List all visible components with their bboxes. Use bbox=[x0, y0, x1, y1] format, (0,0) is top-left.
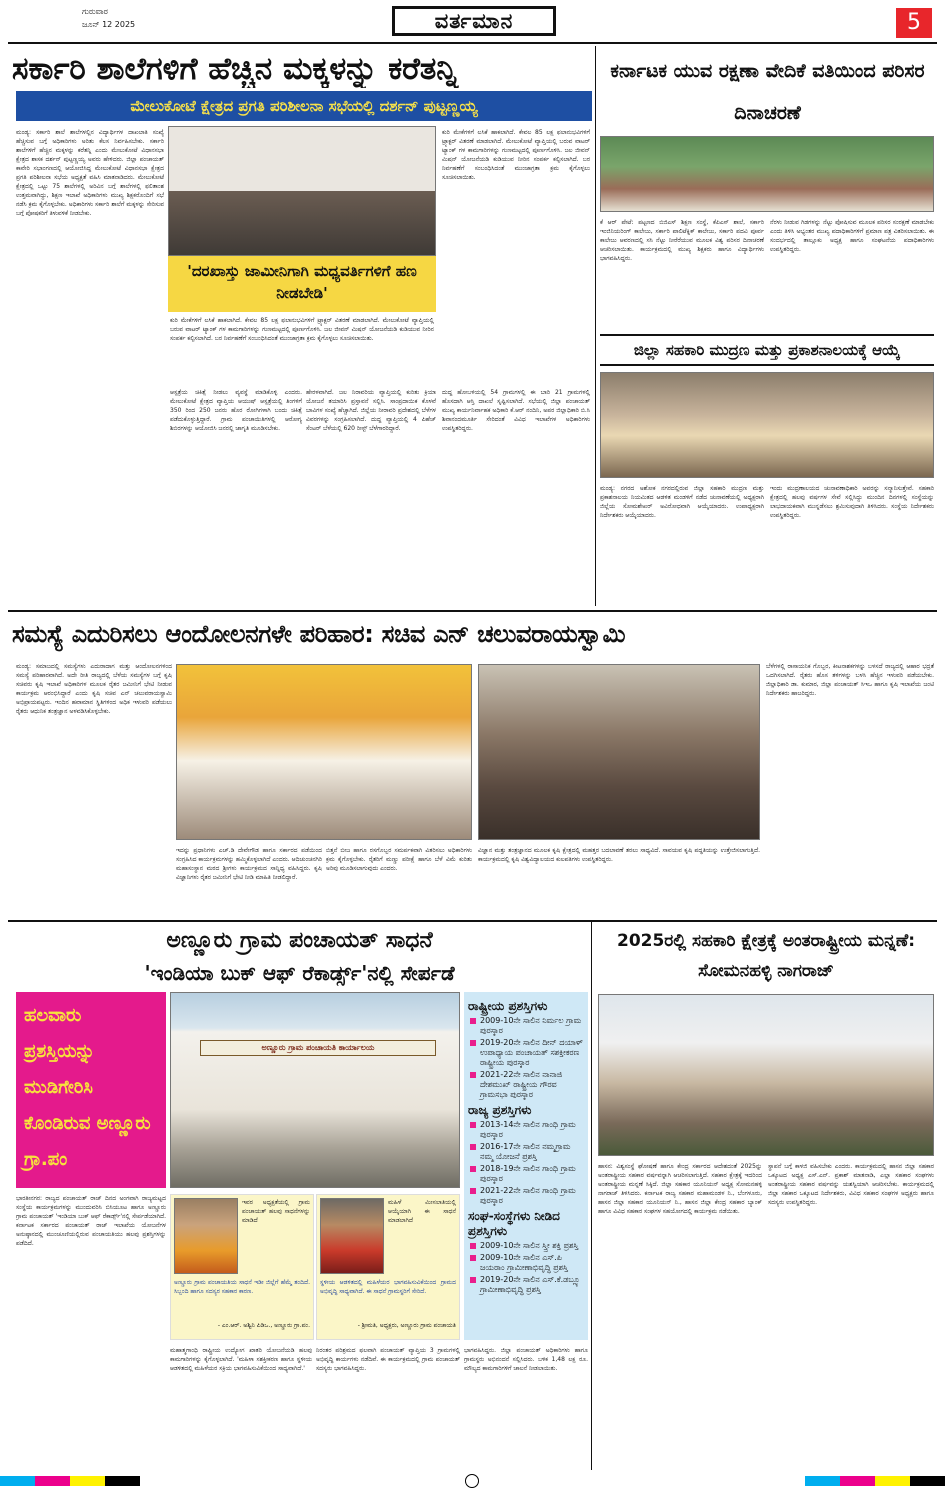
article5-col4: ಭಾಗವಹಿಸಿದ್ದರು. ಜಿಲ್ಲಾ ಪಂಚಾಯತ್ ಅಧಿಕಾರಿಗಳು ಹಾಗೂ ಗ್ರಾಮಸ್ಥರು ಅಭಿನಂದನೆ ಸಲ್ಲಿಸಿದರು. ಬಳಿಕ 1,48 ಲಕ್ಷ ರೂ. ಮೌಲ್ಯದ ಕಾಮಗಾರಿಗಳಿಗೆ ಚಾಲನೆ ನೀಡಲಾಯಿತು. bbox=[464, 1347, 588, 1372]
article4-audience-photo bbox=[478, 664, 760, 840]
portrait1-name: - ಎಂ.ಆರ್. ಅಶ್ವಿನಿ ಪಿಡಿಒ., ಅಣ್ಣೂರು ಗ್ರಾ.ಪಂ. bbox=[217, 1322, 310, 1329]
masthead-divider bbox=[8, 42, 937, 44]
article3-headline: ಜಿಲ್ಲಾ ಸಹಕಾರಿ ಮುದ್ರಣ ಮತ್ತು ಪ್ರಕಾಶನಾಲಯಕ್ಕೆ ಆಯ್ಕೆ bbox=[633, 341, 901, 359]
article1-col2: ಕುರಿ ಮೇಕೆಗಳಿಗೆ ಲಸಿಕೆ ಹಾಕಲಾಗಿದೆ. ಕೇವಲ 85 ಲಕ್ಷ ಫಲಾನುಭವಿಗಳಿಗೆ ಟ್ರ್ಯಾಕ್ಟರ್ ವಿತರಣೆ ಮಾಡಲಾಗಿದೆ. ಮೇಲುಕೋಟೆ ವ್ಯಾಪ್ತಿಯಲ್ಲಿ ಬರುವ ವಾಟರ್ ಟ್ಯಾಂಕ್ ಗಳ ಕಾಮಗಾರಿಗಳನ್ನು ಗುಣಮಟ್ಟದಲ್ಲಿ ಪೂರ್ಣಗೊಳಿಸಿ. ಜಲ ಜೀವನ್ ಮಿಷನ್ ಯೋಜನೆಯಡಿ ಕುಡಿಯುವ ನೀರಿನ ಸಂಪರ್ಕ ಕಲ್ಪಿಸಲಾಗಿದೆ. ಬರ ನಿರ್ವಹಣೆಗೆ ಸಂಬಂಧಿಸಿದಂತೆ ಮುಂಜಾಗ್ರತಾ ಕ್ರಮ ಕೈಗೊಳ್ಳಲು ಸೂಚಿಸಲಾಯಿತು. bbox=[442, 129, 590, 181]
article5-headline-line1: ಅಣ್ಣೂರು ಗ್ರಾಮ ಪಂಚಾಯತ್ ಸಾಧನೆ bbox=[166, 928, 433, 953]
article1-meeting-photo bbox=[168, 126, 436, 256]
article5-col2: ಮಹಾತ್ಮಗಾಂಧಿ ರಾಷ್ಟ್ರೀಯ ಉದ್ಯೋಗ ಖಾತರಿ ಯೋಜನೆಯಡಿ ಹಲವು ಕಾಮಗಾರಿಗಳನ್ನು ಕೈಗೊಳ್ಳಲಾಗಿದೆ. 'ಮಹಿಳಾ ಸಶಕ್ತೀಕರಣ ಹಾಗೂ ಸ್ಥಳೀಯ ಆಡಳಿತದಲ್ಲಿ ಮಹಿಳೆಯರ ಸಕ್ರಿಯ ಭಾಗವಹಿಸುವಿಕೆಯಿಂದ ಸಾಧ್ಯವಾಗಿದೆ.' bbox=[170, 1347, 312, 1372]
masthead-title: ವರ್ತಮಾನ bbox=[392, 6, 556, 36]
state-awards-list bbox=[468, 1120, 584, 1206]
article3-felicitation-photo bbox=[600, 372, 934, 478]
article3-col2: ಇಂದು ಮುದ್ರಣಾಲಯದ ಚುನಾವಣಾಧಿಕಾರಿ ಅವರನ್ನು ಸನ್ಮಾನಿಸುತ್ತೇವೆ. ಸಹಕಾರಿ ಕ್ಷೇತ್ರದಲ್ಲಿ ಹಲವು ವರ್ಷಗಳ ಸೇವೆ ಸಲ್ಲಿಸಿದ್ದು ಮುಂದಿನ ದಿನಗಳಲ್ಲಿ ಸಂಸ್ಥೆಯನ್ನು ಲಾಭದಾಯಕವಾಗಿ ಮುನ್ನಡೆಸಲು ಶ್ರಮಿಸುವುದಾಗಿ ತಿಳಿಸಿದರು. ಸಂಸ್ಥೆಯ ನಿರ್ದೇಶಕರು ಉಪಸ್ಥಿತರಿದ್ದರು. bbox=[770, 485, 934, 519]
article5-building-photo bbox=[170, 992, 460, 1188]
article5-col1: ಭಾರತೀನಗರ: ರಾಜ್ಯದ ಪಂಚಾಯತ್ ರಾಜ್ ದಿನದ ಅಂಗವಾಗಿ ರಾಜ್ಯಮಟ್ಟದ ಸಂಸ್ಥೆಯ ಕಾರ್ಯಕ್ರಮಗಳನ್ನು ಮುಂದುವರಿಸಿ ಬಿಸಿಯೂಟ ಹಾಗೂ ಅಣ್ಣೂರು ಗ್ರಾಮ ಪಂಚಾಯತ್ 'ಇಂಡಿಯಾ ಬುಕ್ ಆಫ್ ರೆಕಾರ್ಡ್ಸ್'ನಲ್ಲಿ ಸೇರ್ಪಡೆಯಾಗಿದೆ. ಕರ್ನಾಟಕ ಸರ್ಕಾರದ ಪಂಚಾಯತ್ ರಾಜ್ ಇಲಾಖೆಯ ಯೋಜನೆಗಳ ಅನುಷ್ಠಾನದಲ್ಲಿ ಮುಂಚೂಣಿಯಲ್ಲಿರುವ ಪಂಚಾಯತಿಯು ಹಲವು ಪ್ರಶಸ್ತಿಗಳನ್ನು ಪಡೆದಿದೆ. bbox=[16, 1195, 166, 1247]
award-list-item: 2016-17ನೇ ಸಾಲಿನ ನಮ್ಮಗ್ರಾಮ ನಮ್ಮ ಯೋಜನೆ ಪ್ರಶಸ್ತಿ bbox=[468, 1142, 584, 1162]
org-awards-list bbox=[468, 1241, 584, 1295]
article5-col3: ನಿರಂತರ ಪರಿಶ್ರಮದ ಫಲವಾಗಿ ಪಂಚಾಯತ್ ವ್ಯಾಪ್ತಿಯ 3 ಗ್ರಾಮಗಳಲ್ಲಿ ಅಭಿವೃದ್ಧಿ ಕಾರ್ಯಗಳು ನಡೆದಿವೆ. ಈ ಕಾರ್ಯಕ್ರಮದಲ್ಲಿ ಗ್ರಾಮ ಪಂಚಾಯತ್ ಸದಸ್ಯರು ಭಾಗವಹಿಸಿದ್ದರು. bbox=[316, 1347, 460, 1372]
article1-col1: ಮಂಡ್ಯ: ಸರ್ಕಾರಿ ಶಾಲೆ ಶಾಲೆಗಳಲ್ಲಿನ ವಿದ್ಯಾರ್ಥಿಗಳ ದಾಖಲಾತಿ ಸಂಖ್ಯೆ ಹೆಚ್ಚಿಸುವ ಬಗ್ಗೆ ಅಧಿಕಾರಿಗಳು ಅರಿತು ಕೆಲಸ ನಿರ್ವಹಿಸಬೇಕು. ಸರ್ಕಾರಿ ಶಾಲೆಗಳಿಗೆ ಹೆಚ್ಚಿನ ಮಕ್ಕಳನ್ನು ಕರೆತನ್ನಿ ಎಂದು ಮೇಲುಕೋಟೆ ವಿಧಾನಸಭಾ ಕ್ಷೇತ್ರದ ಶಾಸಕ ದರ್ಶನ್ ಪುಟ್ಟಣ್ಣಯ್ಯ ಅವರು ಹೇಳಿದರು. ಜಿಲ್ಲಾ ಪಂಚಾಯತ್ ಕಾವೇರಿ ಸಭಾಂಗಣದಲ್ಲಿ ಆಯೋಜಿಸಿದ್ದ ಮೇಲುಕೋಟೆ ವಿಧಾನಸಭಾ ಕ್ಷೇತ್ರದ ಪ್ರಗತಿ ಪರಿಶೀಲನಾ ಸಭೆಯ ಅಧ್ಯಕ್ಷತೆ ವಹಿಸಿ ಮಾತನಾಡಿದರು. ಮೇಲುಕೋಟೆ ಕ್ಷೇತ್ರದಲ್ಲಿ ಒಟ್ಟು 75 ಶಾಲೆಗಳಲ್ಲಿ ಅರಿವಿನ ಬಗ್ಗೆ ಶಾಲೆಗಳಲ್ಲಿ ಫಲಿತಾಂಶ ಉತ್ತಮವಾಗಿದ್ದು, ಶಿಕ್ಷಣ ಇಲಾಖೆ ಅಧಿಕಾರಿಗಳು ಮುಖ್ಯ ಶಿಕ್ಷಕರೊಂದಿಗೆ ಸಭೆ ನಡೆಸಿ ಕ್ರಮ ಕೈಗೊಳ್ಳಬೇಕು. ಅಧಿಕಾರಿಗಳು ಸರ್ಕಾರಿ ಶಾಲೆಗೆ ಮಕ್ಕಳನ್ನು ಸೇರಿಸುವ ಬಗ್ಗೆ ಪೋಷಕರಿಗೆ ತಿಳುವಳಿಕೆ ನೀಡಬೇಕು. bbox=[16, 129, 164, 217]
article5-building-sign: ಅಣ್ಣೂರು ಗ್ರಾಮ ಪಂಚಾಯತಿ ಕಾರ್ಯಾಲಯ bbox=[200, 1040, 436, 1056]
article4-headline: ಸಮಸ್ಯೆ ಎದುರಿಸಲು ಆಂದೋಲನಗಳೇ ಪರಿಹಾರ: ಸಚಿವ ಎನ್ ಚಲುವರಾಯಸ್ವಾಮಿ bbox=[12, 620, 626, 648]
article1-pullquote: 'ದರಖಾಸ್ತು ಜಾಮೀನಿಗಾಗಿ ಮಧ್ಯವರ್ತಿಗಳಿಗೆ ಹಣ ನೀಡಬೇಡಿ' bbox=[168, 256, 436, 312]
award-list-item: 2018-19ನೇ ಸಾಲಿನ ಗಾಂಧಿ ಗ್ರಾಮ ಪುರಸ್ಕಾರ bbox=[468, 1164, 584, 1184]
award-list-item: 2013-14ನೇ ಸಾಲಿನ ಗಾಂಧಿ ಗ್ರಾಮ ಪುರಸ್ಕಾರ bbox=[468, 1120, 584, 1140]
section-divider-1 bbox=[8, 610, 937, 612]
org-awards-title: ಸಂಘ-ಸಂಸ್ಥೆಗಳು ನೀಡಿದ ಪ್ರಶಸ್ತಿಗಳು bbox=[468, 1209, 560, 1238]
registration-mark-icon bbox=[465, 1474, 479, 1488]
portrait1-caption: ಇವರ ಅಧ್ಯಕ್ಷತೆಯಲ್ಲಿ ಗ್ರಾಮ ಪಂಚಾಯತ್ ಹಲವು ಸಾಧನೆಗಳನ್ನು ಮಾಡಿದೆ bbox=[242, 1199, 310, 1224]
portrait2-name: - ಶ್ರೀಮತಿ, ಅಧ್ಯಕ್ಷರು, ಅಣ್ಣೂರು ಗ್ರಾಮ ಪಂಚಾಯತಿ bbox=[357, 1322, 456, 1329]
award-list-item: 2019-20ನೇ ಸಾಲಿನ ಎಸ್.ಕೆ.ಡಬ್ಲ್ಯೂ ಗ್ರಾಮೀಣಾಭಿವೃದ್ಧಿ ಪ್ರಶಸ್ತಿ bbox=[468, 1275, 584, 1295]
article5-awards-panel bbox=[464, 992, 588, 1340]
article2-col1: ಕೆ ಆರ್ ಪೇಟೆ: ಪಟ್ಟಣದ ಬಿಜಿಎಸ್ ಶಿಕ್ಷಣ ಸಂಸ್ಥೆ, ಕೆಪಿಎಸ್ ಶಾಲೆ, ಸರ್ಕಾರಿ ಇಂಜಿನಿಯರಿಂಗ್ ಕಾಲೇಜು, ಸರ್ಕಾರಿ ಪಾಲಿಟೆಕ್ನಿಕ್ ಕಾಲೇಜು, ಸರ್ಕಾರಿ ಪದವಿ ಪೂರ್ವ ಕಾಲೇಜು ಆವರಣದಲ್ಲಿ ಸಸಿ ನೆಟ್ಟು ನೀರೆರೆಯುವ ಮೂಲಕ ವಿಶ್ವ ಪರಿಸರ ದಿನಾಚರಣೆ ಆಚರಿಸಲಾಯಿತು. ಕಾರ್ಯಕ್ರಮದಲ್ಲಿ ಮುಖ್ಯ ಶಿಕ್ಷಕರು ಹಾಗೂ ವಿದ್ಯಾರ್ಥಿಗಳು ಭಾಗವಹಿಸಿದ್ದರು. bbox=[600, 219, 764, 262]
award-list-item: 2021-22ನೇ ಸಾಲಿನ ನಾನಾಜಿ ದೇಶಮುಖ್ ರಾಷ್ಟ್ರೀಯ ಗೌರವ ಗ್ರಾಮಸಭಾ ಪುರಸ್ಕಾರ bbox=[468, 1070, 584, 1100]
award-list-item: 2021-22ನೇ ಸಾಲಿನ ಗಾಂಧಿ ಗ್ರಾಮ ಪುರಸ್ಕಾರ bbox=[468, 1186, 584, 1206]
masthead-day: ಗುರುವಾರ bbox=[82, 7, 108, 16]
article2-col2: ನೆರಳು ನೀಡುವ ಗಿಡಗಳನ್ನು ನೆಟ್ಟು ಪೋಷಿಸುವ ಮೂಲಕ ಪರಿಸರ ಸಂರಕ್ಷಣೆ ಮಾಡಬೇಕು ಎಂದು ತಿಳಿಸಿ ಅಭ್ಯಂತರ ಮುಖ್ಯ ಪದಾಧಿಕಾರಿಗಳಿಗೆ ಪ್ರಮಾಣ ಪತ್ರ ವಿತರಿಸಲಾಯಿತು. ಈ ಸಂದರ್ಭದಲ್ಲಿ ತಾಲ್ಲೂಕು ಅಧ್ಯಕ್ಷ ಹಾಗೂ ಸಂಘಟನೆಯ ಪದಾಧಿಕಾರಿಗಳು ಉಪಸ್ಥಿತರಿದ್ದರು. bbox=[770, 219, 934, 253]
column-divider-top bbox=[595, 46, 596, 606]
article1-col2b: ಕುರಿ ಮೇಕೆಗಳಿಗೆ ಲಸಿಕೆ ಹಾಕಲಾಗಿದೆ. ಕೇವಲ 85 ಲಕ್ಷ ಫಲಾನುಭವಿಗಳಿಗೆ ಟ್ರ್ಯಾಕ್ಟರ್ ವಿತರಣೆ ಮಾಡಲಾಗಿದೆ. ಮೇಲುಕೋಟೆ ವ್ಯಾಪ್ತಿಯಲ್ಲಿ ಬರುವ ವಾಟರ್ ಟ್ಯಾಂಕ್ ಗಳ ಕಾಮಗಾರಿಗಳನ್ನು ಗುಣಮಟ್ಟದಲ್ಲಿ ಪೂರ್ಣಗೊಳಿಸಿ. ಜಲ ಜೀವನ್ ಮಿಷನ್ ಯೋಜನೆಯಡಿ ಕುಡಿಯುವ ನೀರಿನ ಸಂಪರ್ಕ ಕಲ್ಪಿಸಲಾಗಿದೆ. ಬರ ನಿರ್ವಹಣೆಗೆ ಸಂಬಂಧಿಸಿದಂತೆ ಮುಂಜಾಗ್ರತಾ ಕ್ರಮ ಕೈಗೊಳ್ಳಲು ಸೂಚಿಸಲಾಯಿತು. bbox=[170, 317, 434, 342]
article5-sidebar: ಹಲವಾರು ಪ್ರಶಸ್ತಿಯನ್ನು ಮುಡಿಗೇರಿಸಿ ಕೊಂಡಿರುವ ಅಣ್ಣೂರು ಗ್ರಾ.ಪಂ bbox=[16, 992, 166, 1188]
article1-col5: ದುದ್ದ ಹೋಬಳಿಯಲ್ಲಿ 54 ಗ್ರಾಮಗಳಲ್ಲಿ ಈ ಬಾರಿ 21 ಗ್ರಾಮಗಳಲ್ಲಿ ಹೊಸದಾಗಿ ಆಸ್ತಿ ದಾಖಲೆ ಸೃಷ್ಟಿಸಲಾಗಿದೆ. ಸಭೆಯಲ್ಲಿ ಜಿಲ್ಲಾ ಪಂಚಾಯತ್ ಮುಖ್ಯ ಕಾರ್ಯನಿರ್ವಾಹಕ ಅಧಿಕಾರಿ ಕೆ.ಆರ್ ನಂದಿನಿ, ಅಪರ ಜಿಲ್ಲಾಧಿಕಾರಿ ಬಿ.ಸಿ ಶಿವಾನಂದಮೂರ್ತಿ ಸೇರಿದಂತೆ ವಿವಿಧ ಇಲಾಖೆಗಳ ಅಧಿಕಾರಿಗಳು ಉಪಸ್ಥಿತರಿದ್ದರು. bbox=[442, 389, 590, 432]
national-awards-title: ರಾಷ್ಟ್ರೀಯ ಪ್ರಶಸ್ತಿಗಳು bbox=[468, 999, 548, 1013]
award-list-item: 2019-20ನೇ ಸಾಲಿನ ದೀನ್ ದಯಾಳ್ ಉಪಾಧ್ಯಾಯ ಪಂಚಾಯತ್ ಸಶಕ್ತೀಕರಣ ರಾಷ್ಟ್ರೀಯ ಪುರಸ್ಕಾರ bbox=[468, 1038, 584, 1068]
article4-left: ಮಂಡ್ಯ: ಸಮಾಜದಲ್ಲಿ ಸಮಸ್ಯೆಗಳು ಎದುರಾದಾಗ ಮತ್ತು ಆಂದೋಲನಗಳಿಂದ ಸಮಸ್ಯೆ ಪರಿಹಾರವಾಗಿದೆ. ಅದೇ ರೀತಿ ರಾಜ್ಯದಲ್ಲಿ ಬೆಳೆಯ ಸಮಸ್ಯೆಗಳ ಬಗ್ಗೆ ಕೃಷಿ ಸಚಿವರು ಕೃಷಿ ಇಲಾಖೆ ಅಧಿಕಾರಿಗಳ ಮೂಲಕ ರೈತರ ಜಮೀನಿಗೆ ಭೇಟಿ ನೀಡುವ ಕಾರ್ಯಕ್ರಮ ಆರಂಭಿಸಿದ್ದಾರೆ ಎಂದು ಕೃಷಿ ಸಚಿವ ಎನ್ ಚಲುವರಾಯಸ್ವಾಮಿ ಅಭಿಪ್ರಾಯಪಟ್ಟರು. ಇಂದಿನ ಹವಾಮಾನ ಸ್ಥಿತಿಗಳಿಂದ ಅಧಿಕ ಇಳುವರಿ ಪಡೆಯಲು ರೈತರು ಆಧುನಿಕ ತಂತ್ರಜ್ಞಾನ ಅಳವಡಿಸಿಕೊಳ್ಳಬೇಕು. bbox=[16, 663, 172, 715]
column-divider-bottom bbox=[591, 922, 592, 1470]
article1-col4: ಹೇರಳವಾಗಿದೆ. ಜಲ ನಿರಾವರಿಯ ವ್ಯಾಪ್ತಿಯಲ್ಲಿ ಕುರಿತು ಕ್ರಿಯಾ ಯೋಜನೆ ತಯಾರಿಸಿ ಪ್ರಸ್ತಾವನೆ ಸಲ್ಲಿಸಿ. ಸಾಂಪ್ರದಾಯಿಕ ಕೊಳವೆ ಬಾವಿಗಳ ಸಂಖ್ಯೆ ಹೆಚ್ಚಾಗಿದೆ. ಜಿಲ್ಲೆಯ ನೀರಾವರಿ ಪ್ರದೇಶದಲ್ಲಿ ಬೆಳೆಗಳ ವಿವರಗಳನ್ನು ಸಂಗ್ರಹಿಸಲಾಗಿದೆ. ದುದ್ದ ವ್ಯಾಪ್ತಿಯಲ್ಲಿ 4 ಪಿಹೆಚ್ ಸೆಂಟರ್ ಬೆಳೆಯಲ್ಲಿ 620 ರೀಸ್ಟ್ ಬೆಳೆಗಾರರಿದ್ದಾರೆ. bbox=[306, 389, 436, 432]
article2-headline: ಕರ್ನಾಟಕ ಯುವ ರಕ್ಷಣಾ ವೇದಿಕೆ ವತಿಯಿಂದ ಪರಿಸರ ದಿನಾಚರಣೆ bbox=[610, 60, 925, 124]
article1-headline: ಸರ್ಕಾರಿ ಶಾಲೆಗಳಿಗೆ ಹೆಚ್ಚಿನ ಮಕ್ಕಳನ್ನು ಕರೆತನ್ನಿ bbox=[12, 52, 458, 87]
award-list-item: 2009-10ನೇ ಸಾಲಿನ ಎಸ್.ಪಿ ಜಯರಾಂ ಗ್ರಾಮೀಣಾಭಿವೃದ್ಧಿ ಪ್ರಶಸ್ತಿ bbox=[468, 1253, 584, 1273]
article1-col3: ಆಸ್ಪತ್ರೆಯ ಚಿಕಿತ್ಸೆ ನೀಡಲು ವ್ಯವಸ್ಥೆ ಮಾಡಿಕೊಳ್ಳಿ ಎಂದರು. ಮೇಲುಕೋಟೆ ಕ್ಷೇತ್ರದ ವ್ಯಾಪ್ತಿಯ ಆಯುಷ್ ಆಸ್ಪತ್ರೆಯಲ್ಲಿ ತಿಂಗಳಿಗೆ 350 ರಿಂದ 250 ಜನರು ಹೊರ ರೋಗಿಗಳಾಗಿ ಬಂದು ಚಿಕಿತ್ಸೆ ಪಡೆದುಕೊಳ್ಳುತ್ತಿದ್ದಾರೆ. ಗ್ರಾಮ ಪಂಚಾಯಿತಿಗಳಲ್ಲಿ ಆರೋಗ್ಯ ಶಿಬಿರಗಳನ್ನು ಆಯೋಜಿಸಿ ಜನರಲ್ಲಿ ಜಾಗೃತಿ ಮೂಡಿಸಬೇಕು. bbox=[170, 389, 302, 432]
portrait2-caption: ಮಹಿಳೆ ಮೀಸಲಾತಿಯಲ್ಲಿ ಆಯ್ಕೆಯಾಗಿ ಈ ಸಾಧನೆ ಮಾಡಲಾಗಿದೆ bbox=[388, 1199, 456, 1224]
state-awards-title: ರಾಜ್ಯ ಪ್ರಶಸ್ತಿಗಳು bbox=[468, 1103, 532, 1117]
print-color-bar-left bbox=[0, 1476, 140, 1486]
portrait2-photo bbox=[320, 1198, 384, 1274]
print-color-bar-right bbox=[805, 1476, 945, 1486]
article2-group-photo bbox=[600, 136, 934, 212]
article6-col1: ಹಾಸನ: ವಿಶ್ವಸಂಸ್ಥೆ ಘೋಷಣೆ ಹಾಗೂ ಕೇಂದ್ರ ಸರ್ಕಾರದ ಆದೇಶದಂತೆ 2025ನ್ನು ಅಂತರಾಷ್ಟ್ರೀಯ ಸಹಕಾರ ವರ್ಷವನ್ನಾಗಿ ಆಚರಿಸಲಾಗುತ್ತಿದೆ. ಸಹಕಾರ ಕ್ಷೇತ್ರಕ್ಕೆ ಇದರಿಂದ ಅಂತರಾಷ್ಟ್ರೀಯ ಮನ್ನಣೆ ಸಿಕ್ಕಿದೆ. ಜಿಲ್ಲಾ ಸಹಕಾರ ಯೂನಿಯನ್ ಅಧ್ಯಕ್ಷ ಸೋಮನಹಳ್ಳಿ ನಾಗರಾಜ್ ತಿಳಿಸಿದರು. ಕರ್ನಾಟಕ ರಾಜ್ಯ ಸಹಕಾರ ಮಹಾಮಂಡಳ ನಿ., ಬೆಂಗಳೂರು, ಹಾಸನ ಜಿಲ್ಲಾ ಸಹಕಾರ ಯೂನಿಯನ್ ನಿ., ಹಾಸನ ಜಿಲ್ಲಾ ಕೇಂದ್ರ ಸಹಕಾರ ಬ್ಯಾಂಕ್ ಹಾಗೂ ವಿವಿಧ ಸಹಕಾರ ಸಂಘಗಳ ಸಹಯೋಗದಲ್ಲಿ ಕಾರ್ಯಕ್ರಮ ನಡೆಯಿತು. bbox=[598, 1163, 762, 1215]
portrait1-photo bbox=[174, 1198, 238, 1274]
article1-subhead: ಮೇಲುಕೋಟೆ ಕ್ಷೇತ್ರದ ಪ್ರಗತಿ ಪರಿಶೀಲನಾ ಸಭೆಯಲ್ಲಿ ದರ್ಶನ್ ಪುಟ್ಟಣ್ಣಯ್ಯ bbox=[16, 91, 592, 121]
article6-event-photo bbox=[598, 994, 934, 1156]
article6-headline: 2025ರಲ್ಲಿ ಸಹಕಾರಿ ಕ್ಷೇತ್ರಕ್ಕೆ ಅಂತರಾಷ್ಟ್ರೀಯ ಮನ್ನಣೆ: ಸೋಮನಹಳ್ಳಿ ನಾಗರಾಜ್ bbox=[616, 931, 916, 981]
portrait2-quote: ಸ್ಥಳೀಯ ಆಡಳಿತದಲ್ಲಿ ಮಹಿಳೆಯರ ಭಾಗವಹಿಸುವಿಕೆಯಿಂದ ಗ್ರಾಮದ ಅಭಿವೃದ್ಧಿ ಸಾಧ್ಯವಾಗಿದೆ. ಈ ಸಾಧನೆ ಗ್ರಾಮಸ್ಥರಿಗೆ ಸೇರಿದೆ. bbox=[320, 1279, 456, 1295]
article6-col2: ಸ್ಥಾಪನೆ ಬಗ್ಗೆ ಕಾಳಜಿ ವಹಿಸಬೇಕು ಎಂದರು. ಕಾರ್ಯಕ್ರಮದಲ್ಲಿ ಹಾಸನ ಜಿಲ್ಲಾ ಸಹಕಾರ ಒಕ್ಕೂಟದ ಅಧ್ಯಕ್ಷ ಎಸ್.ಎನ್. ಪ್ರಕಾಶ್ ಮಾತನಾಡಿ, ಎಲ್ಲಾ ಸಹಕಾರ ಸಂಘಗಳು ಅಂತರಾಷ್ಟ್ರೀಯ ಸಹಕಾರ ವರ್ಷವನ್ನು ಯಶಸ್ವಿಯಾಗಿ ಆಚರಿಸಬೇಕು. ಕಾರ್ಯಕ್ರಮದಲ್ಲಿ ಜಿಲ್ಲಾ ಸಹಕಾರ ಒಕ್ಕೂಟದ ನಿರ್ದೇಶಕರು, ವಿವಿಧ ಸಹಕಾರ ಸಂಘಗಳ ಅಧ್ಯಕ್ಷರು ಹಾಗೂ ಸದಸ್ಯರು ಉಪಸ್ಥಿತರಿದ್ದರು. bbox=[768, 1163, 934, 1206]
section-divider-2 bbox=[8, 920, 937, 922]
masthead bbox=[0, 0, 945, 44]
article4-mid1: ಇದನ್ನು ಪ್ರಧಾನಿಗಳು ಎಚ್.ಡಿ ದೇವೇಗೌಡ ಹಾಗೂ ಸರ್ಕಾರದ ಪಡೆಯಿಂದ ಸಂಗ್ರಹಿಸಿದ ಕಾರ್ಯಕ್ರಮಗಳನ್ನು ಹಮ್ಮಿಕೊಳ್ಳಲಾಗಿದೆ ಎಂದರು. ಆದಿಚುಂಚನಗಿರಿ ಮಹಾಸಂಸ್ಥಾನ ಮಠದ ಶ್ರೀಗಳು ಕಾರ್ಯಕ್ರಮದ ಸಾನ್ನಿಧ್ಯ ವಹಿಸಿದ್ದರು. ಕೃಷಿ ವಿಜ್ಞಾನಿಗಳು ರೈತರ ಜಮೀನಿಗೆ ಭೇಟಿ ನೀಡಿ ಮಾಹಿತಿ ನೀಡಲಿದ್ದಾರೆ. bbox=[176, 847, 322, 881]
portrait1-quote: ಅಣ್ಣೂರು ಗ್ರಾಮ ಪಂಚಾಯತಿಯ ಸಾಧನೆ ಇಡೀ ಜಿಲ್ಲೆಗೆ ಹೆಮ್ಮೆ ತಂದಿದೆ. ಸಿಬ್ಬಂದಿ ಹಾಗೂ ಸದಸ್ಯರ ಸಹಕಾರ ಕಾರಣ. bbox=[174, 1279, 310, 1295]
article4-right2: ಬೆಳೆಗಳಲ್ಲಿ ರಾಸಾಯನಿಕ ಗೊಬ್ಬರ, ಕೀಟನಾಶಕಗಳನ್ನು ಬಳಸದೆ ರಾಜ್ಯದಲ್ಲಿ ಆಹಾರ ಭದ್ರತೆ ಒದಗಿಸಲಾಗಿದೆ. ರೈತರು ಹೊಸ ತಳಿಗಳನ್ನು ಬಳಸಿ ಹೆಚ್ಚಿನ ಇಳುವರಿ ಪಡೆಯಬೇಕು. ಜಿಲ್ಲಾಧಿಕಾರಿ ಡಾ. ಕುಮಾರ, ಜಿಲ್ಲಾ ಪಂಚಾಯತ್ ಸಿಇಒ ಹಾಗೂ ಕೃಷಿ ಇಲಾಖೆಯ ಜಂಟಿ ನಿರ್ದೇಶಕರು ಹಾಜರಿದ್ದರು. bbox=[766, 663, 934, 697]
national-awards-list bbox=[468, 1016, 584, 1100]
article3-col1: ಮಂಡ್ಯ: ನಗರದ ಅಶೋಕ ನಗರದಲ್ಲಿರುವ ಜಿಲ್ಲಾ ಸಹಕಾರಿ ಮುದ್ರಣ ಮತ್ತು ಪ್ರಕಾಶನಾಲಯ ನಿಯಮಿತದ ಆಡಳಿತ ಮಂಡಳಿಗೆ ನಡೆದ ಚುನಾವಣೆಯಲ್ಲಿ ಅಧ್ಯಕ್ಷರಾಗಿ ಜಿಲ್ಲೆಯ ಸೋಮಶೇಖರ್ ಅವಿರೋಧವಾಗಿ ಆಯ್ಕೆಯಾದರು. ಉಪಾಧ್ಯಕ್ಷರಾಗಿ ನಿರ್ದೇಶಕರು ಆಯ್ಕೆಯಾದರು. bbox=[600, 485, 764, 519]
award-list-item: 2009-10ನೇ ಸಾಲಿನ ಸ್ತ್ರೀ ಶಕ್ತಿ ಪ್ರಶಸ್ತಿ bbox=[468, 1241, 584, 1251]
article5-headline-line2: 'ಇಂಡಿಯಾ ಬುಕ್ ಆಫ್ ರೆಕಾರ್ಡ್ಸ್'ನಲ್ಲಿ ಸೇರ್ಪಡೆ bbox=[144, 961, 455, 985]
article4-mid2: ಬಿತ್ತನೆ ಬೀಜ ಹಾಗೂ ರಸಗೊಬ್ಬರ ಸಮರ್ಪಕವಾಗಿ ವಿತರಿಸಲು ಅಧಿಕಾರಿಗಳು ಕ್ರಮ ಕೈಗೊಳ್ಳಬೇಕು. ರೈತರಿಗೆ ಮಣ್ಣು ಪರೀಕ್ಷೆ ಹಾಗೂ ಬೆಳೆ ವಿಮೆ ಕುರಿತು ಅರಿವು ಮೂಡಿಸಲಾಗುವುದು ಎಂದರು. bbox=[326, 847, 472, 872]
article4-right1: ವಿಜ್ಞಾನ ಮತ್ತು ತಂತ್ರಜ್ಞಾನದ ಮೂಲಕ ಕೃಷಿ ಕ್ಷೇತ್ರದಲ್ಲಿ ಮಹತ್ತರ ಬದಲಾವಣೆ ತರಲು ಸಾಧ್ಯವಿದೆ. ಸಾವಯವ ಕೃಷಿ ಪದ್ಧತಿಯನ್ನು ಉತ್ತೇಜಿಸಲಾಗುತ್ತಿದೆ. ಕಾರ್ಯಕ್ರಮದಲ್ಲಿ ಕೃಷಿ ವಿಶ್ವವಿದ್ಯಾಲಯದ ಕುಲಪತಿಗಳು ಉಪಸ್ಥಿತರಿದ್ದರು. bbox=[478, 847, 760, 863]
award-list-item: 2009-10ನೇ ಸಾಲಿನ ನಿರ್ಮಲ ಗ್ರಾಮ ಪುರಸ್ಕಾರ bbox=[468, 1016, 584, 1036]
page-number: 5 bbox=[896, 8, 932, 38]
masthead-date: ಜೂನ್ 12 2025 bbox=[82, 20, 136, 29]
article4-stage-photo bbox=[176, 664, 472, 840]
